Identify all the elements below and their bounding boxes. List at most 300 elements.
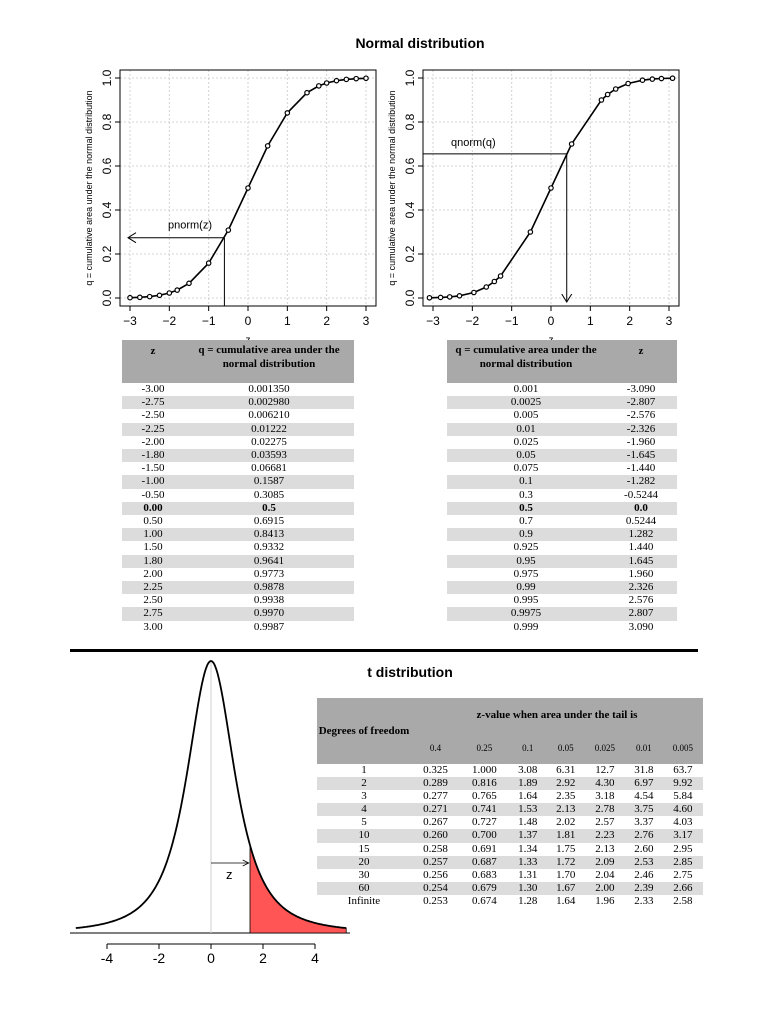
table-cell: 0.999 bbox=[513, 620, 539, 633]
x-tick-label: 2 bbox=[323, 314, 331, 328]
data-point bbox=[364, 76, 368, 80]
data-point bbox=[167, 291, 171, 295]
table-row bbox=[122, 475, 354, 488]
table-row bbox=[122, 515, 354, 528]
qnorm-label: qnorm(q) bbox=[451, 136, 496, 149]
table-cell: 0.691 bbox=[471, 842, 497, 855]
data-point bbox=[650, 77, 654, 81]
table-cell: -1.00 bbox=[122, 475, 184, 488]
table-cell: 0.256 bbox=[423, 868, 448, 881]
table-cell: 1.960 bbox=[628, 567, 654, 580]
x-tick-label: 0 bbox=[207, 950, 215, 966]
table-cell: -2.25 bbox=[122, 423, 184, 436]
table-cell: 1.72 bbox=[547, 856, 585, 869]
df-header: Degrees of freedom bbox=[317, 698, 411, 764]
table-row bbox=[447, 568, 677, 581]
table-row bbox=[317, 882, 703, 895]
table-cell: 2.576 bbox=[628, 594, 654, 607]
table-cell: 0.025 bbox=[513, 435, 539, 448]
df-cell: 3 bbox=[361, 790, 367, 803]
data-point bbox=[457, 294, 461, 298]
table-row bbox=[317, 856, 703, 869]
table-cell: 2.326 bbox=[605, 581, 677, 594]
data-point bbox=[226, 228, 230, 232]
table-cell: 0.674 bbox=[471, 894, 497, 907]
x-tick-label: 4 bbox=[311, 950, 319, 966]
table-cell: -0.50 bbox=[141, 488, 165, 501]
table-row bbox=[447, 475, 677, 488]
table-cell: 0.277 bbox=[423, 790, 448, 803]
table-cell: 12.7 bbox=[595, 764, 615, 776]
table-cell: -2.00 bbox=[141, 435, 165, 448]
table-cell: 0.3 bbox=[519, 488, 533, 501]
table-row bbox=[447, 396, 677, 409]
x-tick-label: −3 bbox=[123, 314, 137, 328]
table-cell: 0.0025 bbox=[447, 396, 605, 409]
table-row bbox=[122, 383, 354, 396]
table-cell: 0.679 bbox=[460, 882, 509, 895]
y-tick-label: 0.6 bbox=[403, 157, 417, 175]
x-tick-label: 1 bbox=[283, 314, 291, 328]
x-tick-label: 1 bbox=[586, 314, 594, 328]
data-point bbox=[484, 285, 488, 289]
table-cell: 9.92 bbox=[663, 777, 703, 790]
table-cell: 2.39 bbox=[625, 882, 663, 895]
table-cell: -1.645 bbox=[605, 449, 677, 462]
table-cell: 3.00 bbox=[143, 620, 163, 633]
table-cell: -2.50 bbox=[141, 409, 165, 422]
table-cell: 2.33 bbox=[634, 894, 654, 907]
table-cell: 3.37 bbox=[634, 816, 654, 829]
table-cell: -1.282 bbox=[605, 475, 677, 488]
y-tick-label: 0.2 bbox=[403, 245, 417, 263]
table-row bbox=[317, 790, 703, 803]
data-point bbox=[285, 111, 289, 115]
table-cell: 0.975 bbox=[513, 567, 539, 580]
table-cell: 0.253 bbox=[423, 894, 448, 907]
data-point bbox=[670, 76, 674, 80]
table-cell: 1.30 bbox=[509, 882, 547, 895]
header-q: q = cumulative area under the normal distribution bbox=[455, 344, 597, 370]
table-cell: 1.64 bbox=[556, 894, 576, 907]
x-tick-label: −1 bbox=[504, 314, 519, 328]
df-cell: 1 bbox=[361, 764, 367, 776]
data-point bbox=[157, 293, 161, 297]
table-cell: 1.75 bbox=[556, 842, 576, 855]
table-row bbox=[122, 581, 354, 594]
data-point bbox=[187, 281, 191, 285]
table-cell: 1.67 bbox=[547, 882, 585, 895]
table-cell: 0.5 bbox=[447, 502, 605, 515]
page-title: Normal distribution bbox=[355, 35, 485, 51]
table-row bbox=[317, 803, 703, 816]
data-point bbox=[206, 261, 210, 265]
table-row bbox=[317, 816, 703, 829]
table-cell: 0.258 bbox=[423, 842, 448, 855]
table-cell: 0.075 bbox=[513, 462, 539, 475]
table-cell: -2.807 bbox=[605, 396, 677, 409]
table-cell: 31.8 bbox=[634, 764, 654, 776]
area-level: 0.05 bbox=[547, 734, 585, 764]
data-point bbox=[334, 78, 338, 82]
table-row bbox=[122, 489, 354, 502]
header-z: z bbox=[638, 345, 644, 357]
table-cell: 2.66 bbox=[663, 882, 703, 895]
table-cell: 0.05 bbox=[447, 449, 605, 462]
area-level: 0.4 bbox=[411, 734, 460, 764]
qnorm-chart bbox=[383, 60, 693, 340]
table-row bbox=[122, 462, 354, 475]
table-cell: 2.76 bbox=[625, 829, 663, 842]
table-cell: -1.960 bbox=[626, 435, 656, 448]
table-row bbox=[317, 843, 703, 856]
table-row bbox=[447, 555, 677, 568]
table-cell: 1.31 bbox=[518, 868, 538, 881]
y-tick-label: 0.4 bbox=[403, 201, 417, 219]
table-row bbox=[447, 462, 677, 475]
table-row bbox=[447, 541, 677, 554]
data-point bbox=[427, 296, 431, 300]
table-row bbox=[447, 515, 677, 528]
table-cell: 1.440 bbox=[628, 541, 654, 554]
pnorm-chart bbox=[80, 60, 390, 340]
table-cell: 0.8413 bbox=[184, 528, 354, 541]
table-cell: 1.28 bbox=[518, 894, 538, 907]
table-cell: 0.254 bbox=[411, 882, 460, 895]
table-cell: 0.9 bbox=[447, 528, 605, 541]
table-cell: -2.576 bbox=[626, 409, 656, 422]
x-tick-label: 3 bbox=[362, 314, 370, 328]
table-cell: 1.64 bbox=[518, 790, 538, 803]
table-cell: 2.78 bbox=[585, 803, 625, 816]
table-row bbox=[447, 607, 677, 620]
table-row bbox=[447, 436, 677, 449]
table-row bbox=[447, 383, 677, 396]
table-cell: 1.34 bbox=[518, 842, 538, 855]
table-row bbox=[447, 502, 677, 515]
pnorm-table bbox=[122, 340, 354, 634]
pnorm-label: pnorm(z) bbox=[168, 219, 213, 232]
x-tick-label: 2 bbox=[626, 314, 634, 328]
x-tick-label: -4 bbox=[100, 950, 114, 966]
data-point bbox=[138, 295, 142, 299]
y-tick-label: 0.0 bbox=[403, 289, 417, 307]
table-cell: 1.96 bbox=[595, 894, 615, 907]
table-cell: -1.50 bbox=[141, 462, 165, 475]
table-row bbox=[447, 449, 677, 462]
table-row bbox=[317, 764, 703, 777]
table-cell: 0.687 bbox=[460, 856, 509, 869]
table-row bbox=[122, 449, 354, 462]
df-cell: 15 bbox=[358, 842, 370, 855]
data-point bbox=[569, 142, 573, 146]
table-cell: 2.00 bbox=[585, 882, 625, 895]
table-cell: 2.60 bbox=[634, 842, 654, 855]
table-row bbox=[122, 568, 354, 581]
table-row bbox=[317, 895, 703, 908]
data-point bbox=[626, 81, 630, 85]
y-axis-label: q = cumulative area under the normal distribution bbox=[84, 90, 94, 286]
area-level: 0.25 bbox=[460, 734, 509, 764]
data-point bbox=[175, 288, 179, 292]
table-cell: 1.53 bbox=[509, 803, 547, 816]
table-cell: 4.30 bbox=[585, 777, 625, 790]
table-cell: 2.09 bbox=[585, 856, 625, 869]
table-cell: -1.80 bbox=[122, 449, 184, 462]
table-cell: 0.00 bbox=[122, 502, 184, 515]
area-header: z-value when area under the tail is bbox=[411, 698, 703, 734]
table-cell: -3.090 bbox=[626, 383, 656, 395]
table-cell: 2.35 bbox=[556, 790, 576, 803]
area-level: 0.1 bbox=[509, 734, 547, 764]
table-row bbox=[447, 581, 677, 594]
t-title: t distribution bbox=[367, 664, 453, 680]
table-cell: 0.267 bbox=[423, 816, 448, 829]
x-tick-label: −2 bbox=[162, 314, 177, 328]
data-point bbox=[640, 78, 644, 82]
data-point bbox=[614, 87, 618, 91]
y-tick-label: 1.0 bbox=[403, 69, 417, 87]
table-cell: 0.325 bbox=[423, 764, 448, 776]
table-cell: 1.00 bbox=[122, 528, 184, 541]
table-cell: 0.9332 bbox=[253, 541, 285, 554]
df-cell: Infinite bbox=[347, 894, 381, 907]
y-tick-label: 0.8 bbox=[403, 113, 417, 131]
x-tick-label: 0 bbox=[244, 314, 252, 328]
table-cell: 2.13 bbox=[547, 803, 585, 816]
data-point bbox=[472, 290, 476, 294]
table-cell: 0.5 bbox=[184, 502, 354, 515]
table-cell: 2.95 bbox=[673, 842, 693, 855]
table-cell: 1.000 bbox=[471, 764, 497, 776]
x-tick-label: −1 bbox=[201, 314, 216, 328]
table-cell: 0.271 bbox=[411, 803, 460, 816]
data-point bbox=[447, 295, 451, 299]
table-row bbox=[122, 396, 354, 409]
data-point bbox=[354, 76, 358, 80]
table-cell: 0.289 bbox=[411, 777, 460, 790]
table-cell: 2.53 bbox=[625, 856, 663, 869]
table-cell: 0.002980 bbox=[184, 396, 354, 409]
table-cell: 6.97 bbox=[625, 777, 663, 790]
table-cell: 0.1 bbox=[447, 475, 605, 488]
table-cell: 1.50 bbox=[143, 541, 163, 554]
table-cell: 0.925 bbox=[513, 541, 539, 554]
table-cell: 3.18 bbox=[595, 790, 615, 803]
data-point bbox=[246, 186, 250, 190]
data-point bbox=[317, 84, 321, 88]
data-point bbox=[438, 295, 442, 299]
table-cell: 2.02 bbox=[556, 816, 576, 829]
table-cell: 6.31 bbox=[556, 764, 576, 776]
table-cell: 0.9878 bbox=[184, 581, 354, 594]
data-point bbox=[528, 230, 532, 234]
df-cell: 20 bbox=[317, 856, 411, 869]
table-row bbox=[122, 594, 354, 607]
table-cell: 1.70 bbox=[556, 868, 576, 881]
table-row bbox=[447, 409, 677, 422]
table-row bbox=[447, 594, 677, 607]
table-row bbox=[317, 829, 703, 842]
t-density-chart bbox=[65, 650, 355, 970]
table-cell: 2.75 bbox=[122, 607, 184, 620]
table-cell: 2.85 bbox=[663, 856, 703, 869]
table-cell: 1.89 bbox=[509, 777, 547, 790]
table-cell: 0.5244 bbox=[625, 515, 657, 528]
table-cell: 0.001350 bbox=[248, 383, 290, 395]
data-point bbox=[265, 144, 269, 148]
table-cell: 1.48 bbox=[518, 816, 538, 829]
area-level: 0.01 bbox=[625, 734, 663, 764]
header-q: q = cumulative area under the normal distribution bbox=[198, 344, 340, 370]
table-cell: 0.727 bbox=[471, 816, 497, 829]
table-cell: 4.54 bbox=[634, 790, 654, 803]
data-point bbox=[324, 81, 328, 85]
y-tick-label: 0.2 bbox=[100, 245, 114, 263]
x-tick-label: 3 bbox=[665, 314, 673, 328]
table-row bbox=[122, 607, 354, 620]
table-cell: 3.17 bbox=[663, 829, 703, 842]
table-cell: 0.1587 bbox=[184, 475, 354, 488]
table-cell: 2.807 bbox=[605, 607, 677, 620]
t-table bbox=[317, 698, 703, 908]
table-cell: 3.75 bbox=[625, 803, 663, 816]
table-cell: 0.6915 bbox=[253, 515, 285, 528]
table-cell: 0.03593 bbox=[184, 449, 354, 462]
table-cell: 0.9938 bbox=[253, 594, 285, 607]
y-tick-label: 0.8 bbox=[100, 113, 114, 131]
table-cell: -2.75 bbox=[122, 396, 184, 409]
table-cell: 1.37 bbox=[509, 829, 547, 842]
table-cell: 0.700 bbox=[460, 829, 509, 842]
table-cell: -1.440 bbox=[626, 462, 656, 475]
table-row bbox=[447, 423, 677, 436]
data-point bbox=[599, 98, 603, 102]
y-tick-label: 1.0 bbox=[100, 69, 114, 87]
table-cell: 63.7 bbox=[673, 764, 693, 776]
x-tick-label: −3 bbox=[426, 314, 440, 328]
table-cell: 1.645 bbox=[605, 555, 677, 568]
y-tick-label: 0.0 bbox=[100, 289, 114, 307]
table-cell: 0.95 bbox=[447, 555, 605, 568]
table-cell: 0.02275 bbox=[251, 435, 287, 448]
table-cell: 0.741 bbox=[460, 803, 509, 816]
table-cell: 0.01222 bbox=[184, 423, 354, 436]
table-cell: 1.33 bbox=[509, 856, 547, 869]
area-level: 0.025 bbox=[585, 734, 625, 764]
table-row bbox=[317, 777, 703, 790]
df-cell: 30 bbox=[358, 868, 370, 881]
df-cell: 2 bbox=[317, 777, 411, 790]
table-cell: 2.92 bbox=[547, 777, 585, 790]
table-cell: 2.58 bbox=[673, 894, 693, 907]
table-row bbox=[122, 409, 354, 422]
table-row bbox=[122, 621, 354, 634]
data-point bbox=[305, 90, 309, 94]
table-cell: 0.005 bbox=[513, 409, 539, 422]
table-cell: 0.257 bbox=[411, 856, 460, 869]
table-cell: 0.0 bbox=[605, 502, 677, 515]
table-cell: 0.9970 bbox=[184, 607, 354, 620]
data-point bbox=[128, 296, 132, 300]
x-tick-label: -2 bbox=[152, 950, 166, 966]
table-cell: 2.50 bbox=[143, 594, 163, 607]
table-cell: 0.001 bbox=[513, 383, 539, 395]
table-cell: 0.9773 bbox=[253, 567, 285, 580]
y-axis-label: q = cumulative area under the normal distribution bbox=[387, 90, 397, 286]
y-tick-label: 0.6 bbox=[100, 157, 114, 175]
qnorm-table-body bbox=[447, 383, 677, 634]
df-cell: 10 bbox=[317, 829, 411, 842]
table-cell: 0.9987 bbox=[253, 620, 285, 633]
data-point bbox=[659, 76, 663, 80]
t-table-body bbox=[317, 698, 703, 908]
z-label: z bbox=[225, 867, 233, 882]
table-cell: -0.5244 bbox=[624, 488, 658, 501]
x-tick-label: −2 bbox=[465, 314, 480, 328]
table-cell: 0.06681 bbox=[251, 462, 287, 475]
table-cell: 0.9641 bbox=[184, 555, 354, 568]
table-cell: 1.81 bbox=[547, 829, 585, 842]
df-cell: 5 bbox=[361, 816, 367, 829]
table-row bbox=[122, 528, 354, 541]
table-cell: 2.46 bbox=[634, 868, 654, 881]
table-row bbox=[122, 541, 354, 554]
area-level: 0.005 bbox=[663, 734, 703, 764]
pnorm-table-body bbox=[122, 383, 354, 634]
data-point bbox=[492, 279, 496, 283]
table-row bbox=[122, 502, 354, 515]
table-cell: 0.01 bbox=[447, 423, 605, 436]
table-row bbox=[122, 436, 354, 449]
table-cell: 2.75 bbox=[673, 868, 693, 881]
table-cell: -2.326 bbox=[605, 423, 677, 436]
table-cell: 0.7 bbox=[519, 515, 533, 528]
table-cell: 2.13 bbox=[595, 842, 615, 855]
qnorm-table bbox=[447, 340, 677, 634]
table-row bbox=[447, 621, 677, 634]
table-row bbox=[122, 555, 354, 568]
table-cell: 3.08 bbox=[518, 764, 538, 776]
table-cell: 0.683 bbox=[471, 868, 497, 881]
table-cell: 0.50 bbox=[143, 515, 163, 528]
table-cell: 2.23 bbox=[585, 829, 625, 842]
x-tick-label: 0 bbox=[547, 314, 555, 328]
data-point bbox=[549, 186, 553, 190]
table-cell: 0.006210 bbox=[248, 409, 290, 422]
table-cell: -3.00 bbox=[141, 383, 165, 395]
table-cell: 1.282 bbox=[605, 528, 677, 541]
table-row bbox=[122, 423, 354, 436]
table-cell: 0.9975 bbox=[447, 607, 605, 620]
table-cell: 0.260 bbox=[411, 829, 460, 842]
table-cell: 2.57 bbox=[595, 816, 615, 829]
table-cell: 0.765 bbox=[471, 790, 497, 803]
header-z: z bbox=[150, 345, 156, 357]
table-cell: 0.3085 bbox=[253, 488, 285, 501]
data-point bbox=[498, 274, 502, 278]
x-tick-label: 2 bbox=[259, 950, 267, 966]
table-cell: 3.090 bbox=[628, 620, 654, 633]
table-cell: 2.00 bbox=[143, 567, 163, 580]
table-cell: 4.03 bbox=[673, 816, 693, 829]
table-cell: 4.60 bbox=[663, 803, 703, 816]
table-row bbox=[447, 528, 677, 541]
table-cell: 0.99 bbox=[447, 581, 605, 594]
data-point bbox=[605, 92, 609, 96]
table-cell: 0.816 bbox=[460, 777, 509, 790]
table-cell: 5.84 bbox=[673, 790, 693, 803]
